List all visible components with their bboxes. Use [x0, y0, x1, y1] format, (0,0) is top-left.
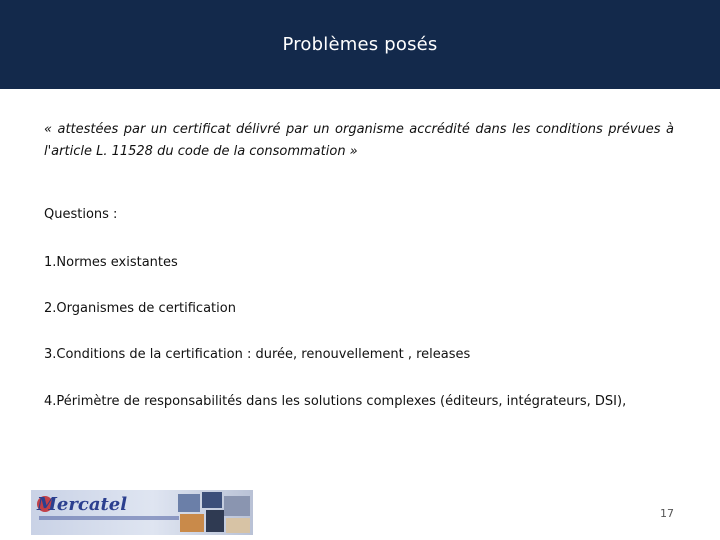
questions-label: Questions : [44, 207, 118, 222]
page-number: 17 [660, 507, 674, 520]
mercatel-logo [31, 490, 253, 535]
logo-photo-collage [176, 490, 253, 535]
slide-title: Problèmes posés [282, 34, 438, 55]
logo-tagline [39, 516, 179, 520]
question-item-2: 2.Organismes de certification [44, 301, 236, 316]
quote-text: « attestées par un certificat délivré par un organisme accrédité dans les conditions prévues à l'article L. 11528 du code de la consommation » [44, 122, 674, 159]
question-item-4: 4.Périmètre de responsabilités dans les solutions complexes (éditeurs, intégrateurs, DSI), [44, 394, 627, 409]
logo-text: Mercatel [37, 494, 128, 515]
title-bar [0, 0, 720, 89]
question-item-3: 3.Conditions de la certification : durée, renouvellement , releases [44, 347, 471, 362]
question-item-1: 1.Normes existantes [44, 255, 178, 270]
